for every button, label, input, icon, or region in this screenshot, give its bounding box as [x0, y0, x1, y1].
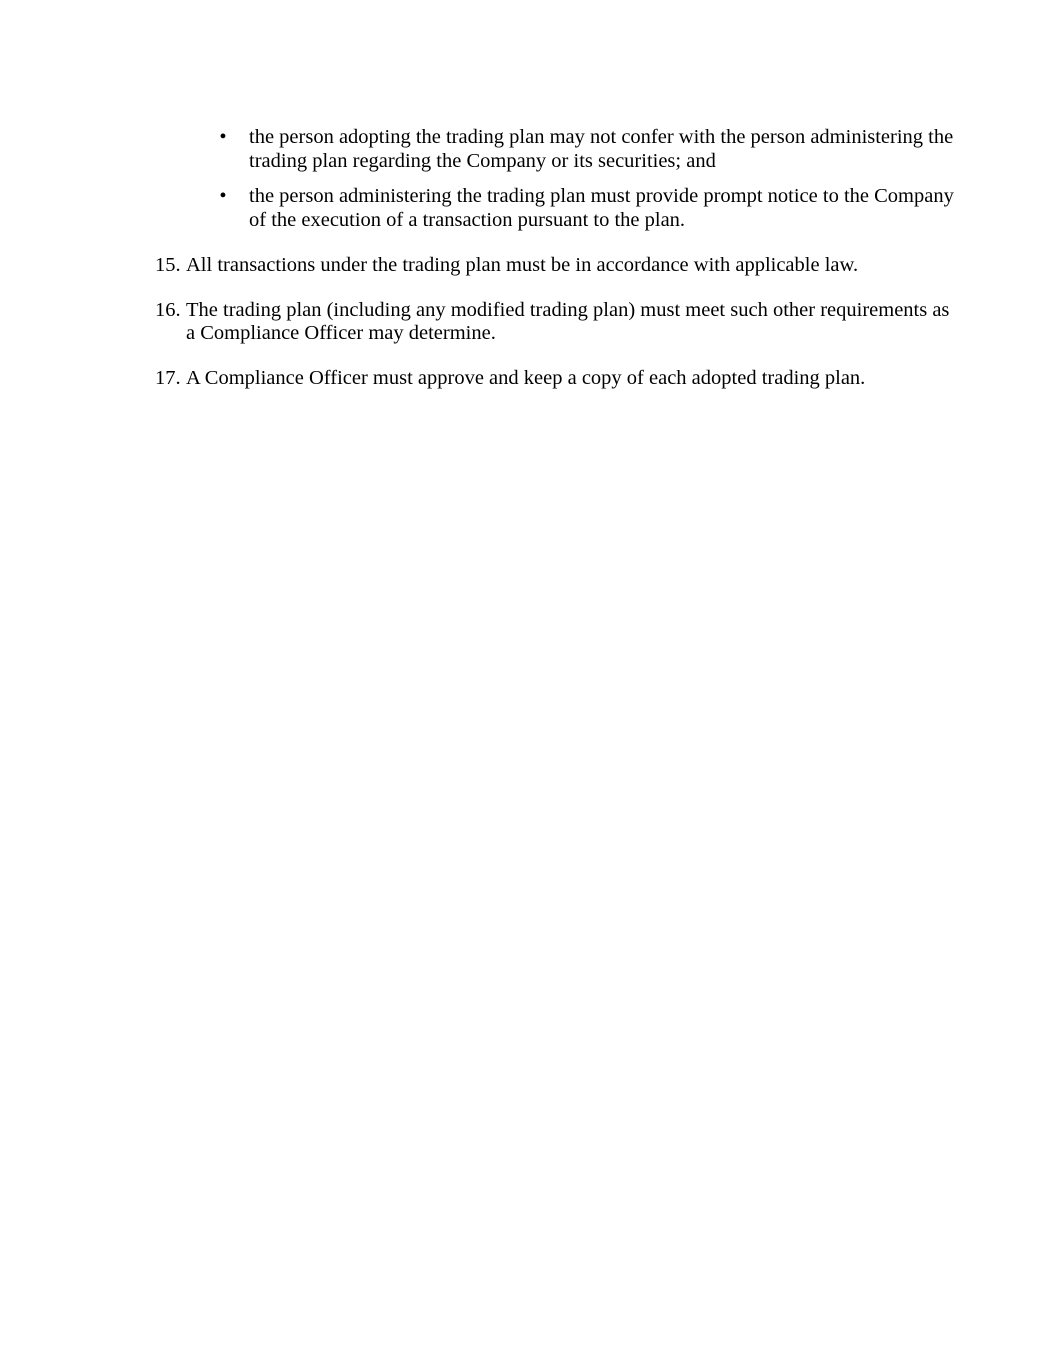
numbered-list [0, 254, 1055, 411]
bullet-text: the person administering the trading plan must provide prompt notice to the Company of the execution of a transaction pursuant to the plan. [249, 185, 954, 231]
item-number: 17. [155, 366, 181, 389]
bullet-list [0, 126, 1055, 244]
list-item [0, 299, 961, 346]
item-text: A Compliance Officer must approve and keep a copy of each adopted trading plan. [186, 366, 866, 389]
list-item [0, 185, 961, 232]
bullet-icon: • [219, 185, 227, 207]
list-item [0, 367, 961, 391]
bullet-icon: • [219, 126, 227, 148]
item-text: All transactions under the trading plan must be in accordance with applicable law. [186, 254, 859, 276]
bullet-text: the person adopting the trading plan may not confer with the person administering the trading plan regarding the Company or its securities; and [249, 126, 954, 172]
item-number: 15. [155, 254, 181, 276]
list-item [0, 254, 961, 278]
list-item [0, 126, 961, 173]
item-text: The trading plan (including any modified trading plan) must meet such other requirements as a Compliance Officer may determine. [186, 298, 950, 344]
item-number: 16. [155, 298, 181, 321]
